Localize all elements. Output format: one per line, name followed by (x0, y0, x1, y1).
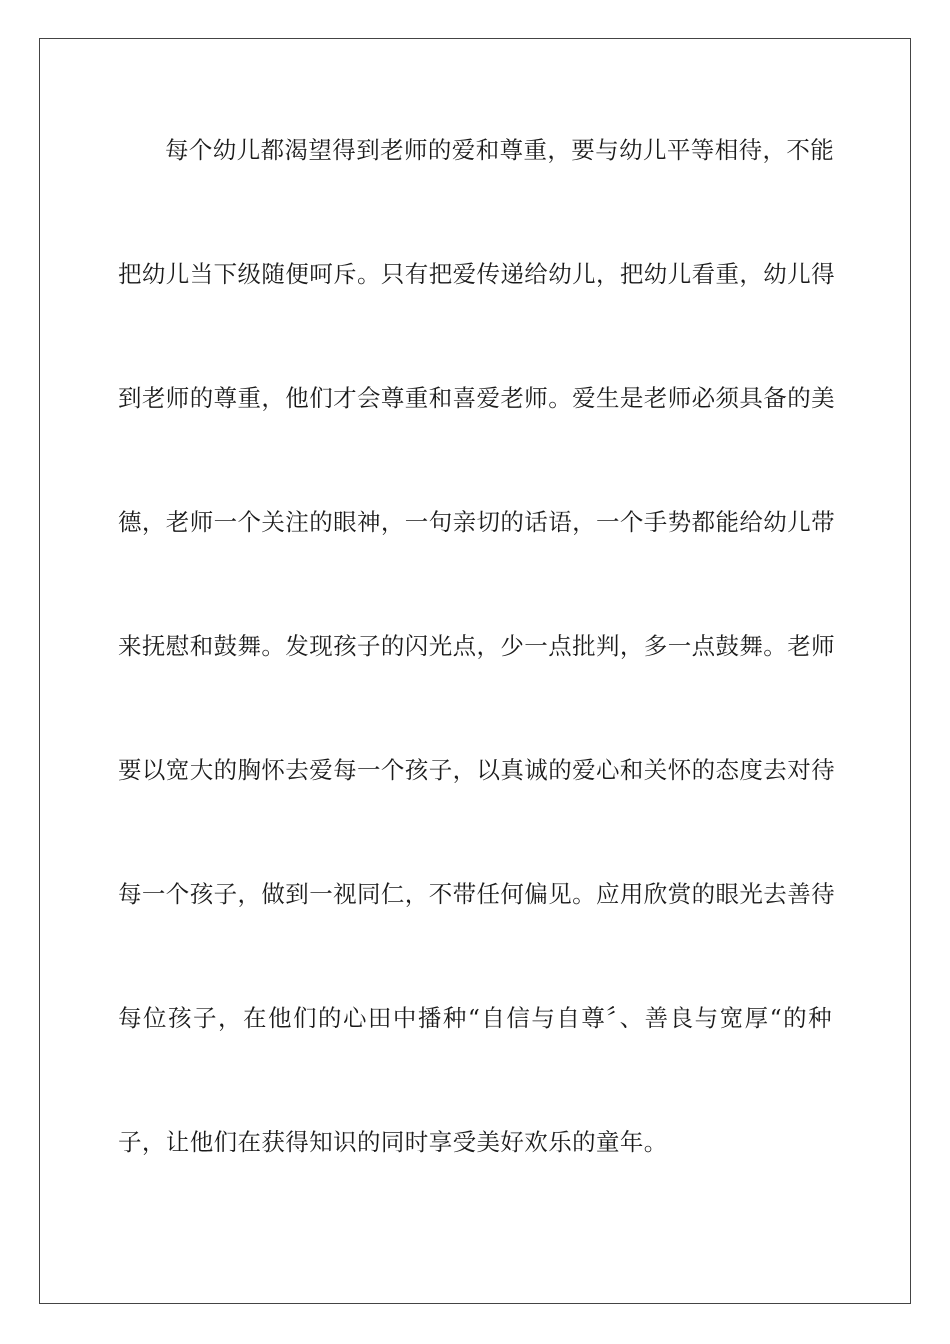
paragraph-line-2: 把幼儿当下级随便呵斥。只有把爱传递给幼儿，把幼儿看重，幼儿得 (118, 260, 835, 288)
paragraph-line-3: 到老师的尊重，他们才会尊重和喜爱老师。爱生是老师必须具备的美 (118, 384, 835, 412)
paragraph-line-9: 子，让他们在获得知识的同时享受美好欢乐的童年。 (118, 1128, 668, 1156)
paragraph-line-1: 每个幼儿都渴望得到老师的爱和尊重，要与幼儿平等相待，不能 (165, 136, 835, 164)
paragraph-line-4: 德，老师一个关注的眼神，一句亲切的话语，一个手势都能给幼儿带 (118, 508, 835, 536)
paragraph-line-8: 每位孩子，在他们的心田中播种“自信与自尊〞、善良与宽厚“的种 (118, 1004, 832, 1032)
paragraph-line-7: 每一个孩子，做到一视同仁，不带任何偏见。应用欣赏的眼光去善待 (118, 880, 835, 908)
paragraph-line-5: 来抚慰和鼓舞。发现孩子的闪光点，少一点批判，多一点鼓舞。老师 (118, 632, 835, 660)
paragraph-line-6: 要以宽大的胸怀去爱每一个孩子，以真诚的爱心和关怀的态度去对待 (118, 756, 835, 784)
body-paragraph (118, 130, 835, 1246)
